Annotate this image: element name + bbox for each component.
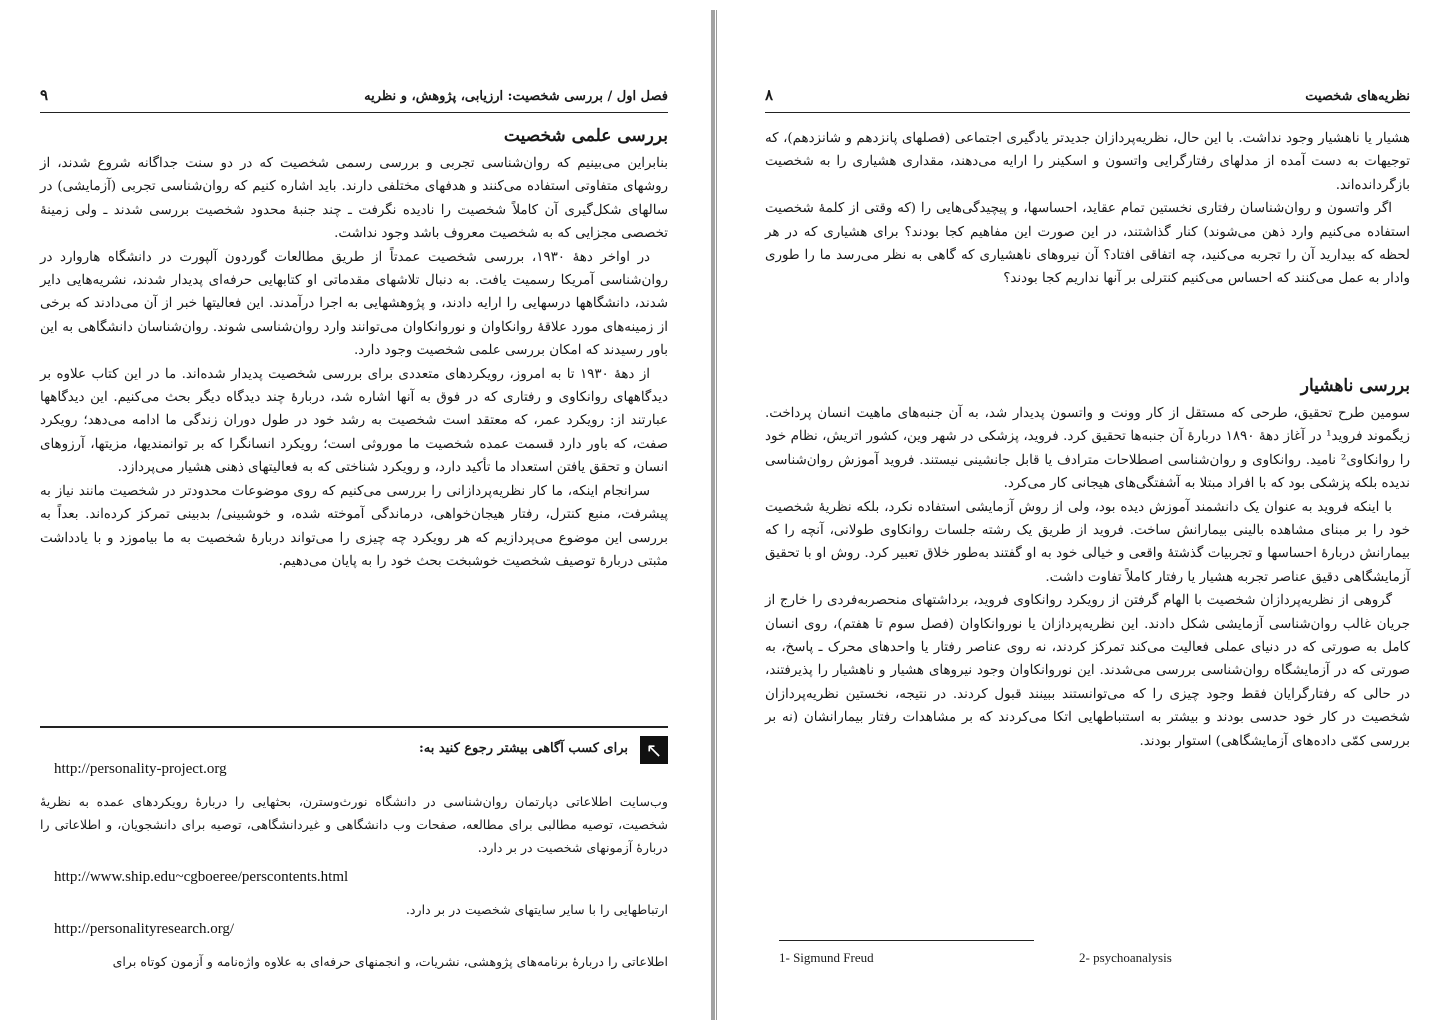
page-number: ۹ (40, 86, 49, 104)
resource-link[interactable]: http://personality-project.org (54, 761, 227, 777)
running-head-title: نظریه‌های شخصیت (1305, 89, 1410, 104)
paragraph: از دههٔ ۱۹۳۰ تا به امروز، رویکردهای متعددی برای بررسی شخصیت پدیدار شده‌اند. ما در این کتاب علاوه بر دیدگاههای روانکاوی و رفتاری که در فوق به آنها اشاره شد، دربارهٔ چند دیدگاه دیگر بحث می‌کنیم. این دیدگاهها عبارتند از: رویکرد عمر، که معتقد است شخصیت به رشد خود در طول دوران زندگی ما ادامه می‌دهد؛ رویکرد صفت، که باور دارد قسمت عمده شخصیت ما موروثی است؛ رویکرد انسانگرا که بر توانمندیها، مزیتها، آرزوهای انسان و تحقق یافتن استعداد ما تأکید دارد، و رویکرد شناختی که به فعالیتهای ذهنی هشیار می‌پردازد. (40, 366, 668, 476)
resource-description: ارتباطهایی را با سایر سایتهای شخصیت در بر دارد. (405, 902, 668, 917)
box-rule (40, 726, 668, 728)
paragraph: در اواخر دههٔ ۱۹۳۰، بررسی شخصیت عمدتاً از طریق مطالعات گوردون آلپورت در دانشگاه هاروارد در روان‌شناسی آمریکا رسمیت یافت. به دنبال تلاشهای مقدماتی او کتابهایی حرفه‌ای پدیدار شدند، نشریه‌هایی دایر شدند، دانشگاهها درسهایی را ارایه دادند، و پژوهشهایی به اجرا درآمدند. این فعالیتها خبر از آن می‌دادند که برخی از زمینه‌های مورد علاقهٔ روانکاوان و نوروانکاوان می‌توانند وارد روان‌شناسی شوند. روان‌شناسان دانشگاهی به این باور رسیدند که امکان بررسی علمی شخصیت وجود دارد. (40, 249, 668, 359)
resource-description: اطلاعاتی را دربارهٔ برنامه‌های پژوهشی، نشریات، و انجمنهای حرفه‌ای به علاوه واژه‌نامه و آزمون کوتاه برای (112, 954, 668, 969)
left-page (40, 0, 668, 1033)
arrow-up-left-icon: ↖ (640, 736, 668, 764)
paragraph: سومین طرح تحقیق، طرحی که مستقل از کار وونت و واتسون پدیدار شد، به آن جنبه‌های ماهیت انسان پرداخت. زیگموند فروید¹ در آغاز دههٔ ۱۸۹۰ دربارهٔ آن جنبه‌ها تحقیق کرد. فروید، پزشکی در شهر وین، کشور اتریش، نظام خود را روانکاوی² نامید. روانکاوی و روان‌شناسی اصطلاحات مترادف یا قابل جانشینی نیستند. فروید آموزش روان‌شناسی ندیده بلکه پزشکی بود که با افراد مبتلا به آشفتگی‌های هیجانی کار می‌کرد. (765, 406, 1410, 492)
paragraph: سرانجام اینکه، ما کار نظریه‌پردازانی را بررسی می‌کنیم که روی موضوعات محدودتر در شخصیت مانند نیاز به پیشرفت، منبع کنترل، رفتار هیجان‌خواهی، درماندگی آموخته شده، و خوشبینی/ بدبینی تمرکز کرده‌اند. بعداً به بررسی این موضوع می‌پردازیم که هر رویکرد چه چیزی را می‌تواند دربارهٔ شخصیت به ما بیاموزد و با یادداشت مثبتی دربارهٔ توصیف شخصیت خوشبخت بحث خود را به پایان می‌دهیم. (40, 483, 668, 569)
resource-link[interactable]: http://personalityresearch.org/ (54, 921, 235, 937)
running-header (765, 86, 1410, 108)
header-rule (765, 112, 1410, 113)
resource-description: وب‌سایت اطلاعاتی دپارتمان روان‌شناسی در دانشگاه نورث‌وسترن، بحثهایی را دربارهٔ رویکردهای عمده به نظریهٔ شخصیت، توصیه مطالبی برای مطالعه، صفحات وب دانشگاهی و غیردانشگاهی، توصیه برای دانشجویان، و اطلاعاتی را دربارهٔ آزمونهای شخصیت در بر دارد. (40, 794, 668, 855)
paragraph: گروهی از نظریه‌پردازان شخصیت با الهام گرفتن از رویکرد روانکاوی فروید، برداشتهای منحصربه‌فردی را خارج از جریان غالب روان‌شناسی آزمایشی شکل دادند. این نظریه‌پردازان یا نوروانکاوان (فصل سوم تا هفتم)، روی انسان کامل به صورتی که در دنیای عملی فعالیت می‌کند تمرکز کردند، نه روی عناصر رفتار یا واحدهای محرک ـ پاسخ، به صورتی که در آزمایشگاه روان‌شناسی بررسی می‌شدند. این نوروانکاوان وجود نیروهای هشیار و ناهشیار را پذیرفتند، در حالی که رفتارگرایان فقط وجود چیزی را که می‌توانستند ببینند قبول کردند. در نتیجه، نخستین نظریه‌پردازان شخصیت در کار خود حدسی بودند و بیشتر به استنباطهایی اتکا می‌کردند که بر مشاهدات رفتار بیمارانشان (نه بر بررسی کمّی داده‌های آزمایشگاهی) استوار بودند. (765, 593, 1410, 749)
footnote: 2- psychoanalysis (1079, 950, 1172, 965)
footnote: 1- Sigmund Freud (779, 950, 874, 965)
paragraph: هشیار یا ناهشیار وجود نداشت. با این حال، نظریه‌پردازان جدیدتر یادگیری اجتماعی (فصلهای پانزدهم و شانزدهم)، که توجیهات به دست آمده از مدلهای رفتارگرایی واتسون و اسکینر را ارایه می‌دهند، مقداری هشیاری را به شخصیت بازگردانده‌اند. (765, 131, 1410, 193)
body-text (40, 152, 668, 573)
further-reading-title: برای کسب آگاهی بیشتر رجوع کنید به: (418, 741, 628, 756)
footnote-rule (779, 940, 1034, 941)
footnotes (779, 950, 1399, 970)
section-title: بررسی علمی شخصیت (503, 126, 668, 146)
right-page (765, 0, 1410, 1033)
page-number: ۸ (765, 86, 774, 104)
header-rule (40, 112, 668, 113)
paragraph: با اینکه فروید به عنوان یک دانشمند آموزش دیده بود، ولی از روش آزمایشی استفاده نکرد، بلکه نظریهٔ شخصیت خود را بر مبنای مشاهده بالینی بیمارانش ساخت. فروید از طریق یک رشته جلسات روانکاوی طولانی، آنچه را که بیمارانش دربارهٔ احساسها و تجربیات گذشتهٔ واقعی و خیالی خود به او گفتند به‌طور خلاق تعبیر کرد. روش او با تحقیق آزمایشگاهی دقیق عناصر تجربه هشیار یا رفتار کاملاً تفاوت داشت. (765, 499, 1410, 585)
body-text-intro (765, 127, 1410, 291)
body-text (765, 402, 1410, 753)
book-spine-edge (716, 10, 717, 1020)
running-head-title: فصل اول / بررسی شخصیت: ارزیابی، پژوهش، و نظریه (364, 89, 668, 104)
paragraph: اگر واتسون و روان‌شناسان رفتاری نخستین تمام عقاید، احساسها، و پیچیدگی‌هایی را (که وقتی از کلمهٔ شخصیت استفاده می‌کنیم وارد ذهن می‌شوند) کنار گذاشتند، در این صورت این مفاهیم کجا بودند؟ برای هشیاری که در هر لحظه که بیدارید آن را تجربه می‌کنید، چه اتفاقی افتاد؟ آن نیروهای ناهشیاری که گاهی به نظر می‌رسد ما را طوری وادار به عمل می‌کنند که احساس می‌کنیم کنترلی بر آنها نداریم کجا بودند؟ (765, 201, 1410, 287)
paragraph: بنابراین می‌بینیم که روان‌شناسی تجربی و بررسی رسمی شخصیت که در دو سنت جداگانه شروع شدند، از روشهای متفاوتی استفاده می‌کنند و هدفهای مختلفی دارند. باید اشاره کنیم که روان‌شناسی تجربی (آزمایشی) در سالهای شکل‌گیری آن کاملاً شخصیت را نادیده نگرفت ـ چند جنبهٔ محدود شخصیت بررسی شدند ـ ولی زمینهٔ تخصصی مجزایی که به شخصیت معروف باشد وجود نداشت. (40, 156, 668, 242)
book-spine (711, 10, 715, 1020)
section-title: بررسی ناهشیار (1300, 376, 1410, 396)
running-header (40, 86, 668, 108)
resource-link[interactable]: http://www.ship.edu~cgboeree/perscontents.html (54, 869, 349, 885)
